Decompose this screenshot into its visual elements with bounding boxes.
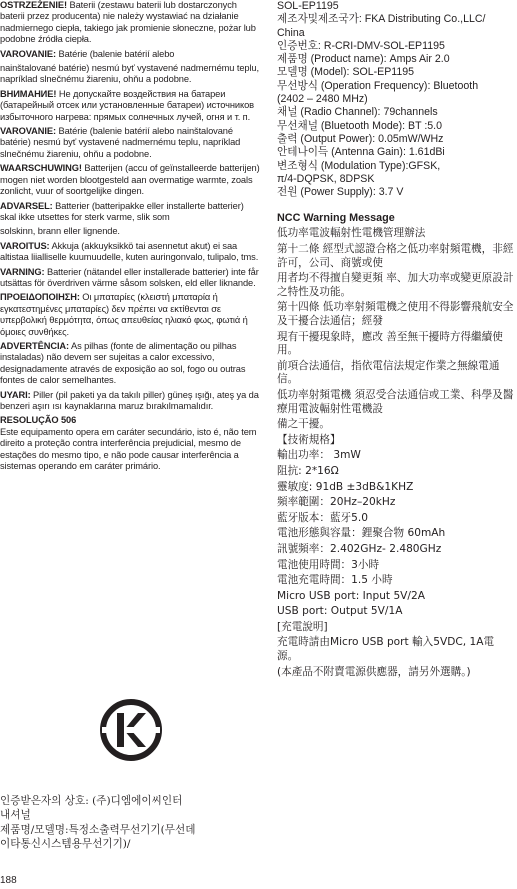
warning-paragraph [0,0,262,46]
warning-paragraph [0,226,262,237]
kc-specification-list [277,0,515,199]
warning-text: Baterii (zestawu baterii lub dostarczonych baterii przez producenta) nie należy wystawiać na działanie nadmiernego ciepła, takiego jak promienie słoneczne, pożar lub podobne źródła ciepła. [0,0,256,45]
warning-text: Batterier (batteripakke eller installerte batterier) skal ikke utsettes for sterk varme, slik som [0,200,244,222]
warning-text: Piller (pil paketi ya da takılı piller) güneş ışığı, ateş ya da benzeri aşırı ısı kaynaklarına maruz bırakılmamalıdır. [0,389,259,411]
warning-paragraph [0,201,262,224]
ncc-line: 靈敏度: 91dB ±3dB&1KHZ [277,480,414,493]
ncc-line: 第十四條 低功率射頻電機之使用不得影響飛航安全及干擾合法通信；經發 [277,301,514,328]
ncc-line: 輸出功率： 3mW [277,449,361,462]
kc-mark-icon [100,699,162,761]
spec-line: 제품명 (Product name): Amps Air 2.0 [277,53,450,66]
warning-label: WAARSCHUWING! [0,163,82,174]
spec-line: 출력 (Output Power): 0.05mW/WHz [277,132,444,145]
kc-line: 인증받은자의 상호: (주)디엠에이씨인터 [0,795,183,807]
ncc-line: 【技術規格】 [277,433,341,446]
left-column [0,0,262,475]
warning-label: ADVARSEL: [0,200,53,211]
warning-text: Не допускайте воздействия на батареи (батарейный отсек или установленные батареи) источников избыточного нагрева: прямых солнечных лучей, огня и т. п. [0,88,254,122]
spec-line: 채널 (Radio Channel): 79channels [277,106,438,119]
spec-line: SOL-EP1195 [277,0,339,12]
warning-label: ΠΡΟΕΙΔΟΠΟΙΗΣΗ: [0,292,80,303]
ncc-line: 用者均不得擅自變更頻 率、加大功率或變更原設計之特性及功能。 [277,272,514,298]
spec-line: 무선채널 (Bluetooth Mode): BT :5.0 [277,119,442,132]
warning-text: Batérie (balenie batérií alebo nainštalované batérie) nesmú byť vystavené nadmernému teplu, napríklad slnečnému žiareniu, ohňu a podobne. [0,126,241,159]
warning-paragraph [0,267,262,290]
ncc-line: 低功率電波輻射性電機管理辦法 [277,227,426,240]
ncc-line: 訊號頻率：2.402GHz- 2.480GHz [277,542,442,555]
right-column [277,0,515,681]
warning-paragraph [0,341,262,387]
warning-paragraph [0,241,262,264]
ncc-line: [充電說明] [277,620,328,633]
ncc-line: 備之干擾。 [277,418,330,431]
ncc-line: Micro USB port: Input 5V/2A [277,589,425,602]
ncc-line: 低功率射頻電機 須忍受合法通信或工業、科學及醫療用電波輻射性電機設 [277,388,514,415]
ncc-line: 頻率範圍：20Hz–20kHz [277,496,396,509]
warning-text: As pilhas (fonte de alimentação ou pilhas instaladas) não devem ser sujeitas a calor excessivo, designadamente através de exposição ao sol, fogo ou outras fontes de calor semelhantes. [0,340,246,386]
ncc-line: 充電時請由Micro USB port 輸入5VDC, 1A電源。 [277,636,495,663]
warning-text: Este equipamento opera em caráter secundário, isto é, não tem direito a proteção contra interferência prejudicial, mesmo de estações do mesmo tipo, e não pode causar interferência a sistemas operando em caráter primário. [0,426,257,472]
warning-paragraph [0,390,262,413]
warning-paragraph [0,163,262,197]
warning-label: OSTRZEŻENIE! [0,0,67,10]
warning-paragraph [0,292,262,338]
spec-line: (2402 – 2480 MHz) [277,93,368,106]
warning-paragraph [0,63,262,86]
warning-label: VARNING: [0,266,45,277]
ncc-line: 前項合法通信，指依電信法規定作業之無線電通信。 [277,359,500,386]
spec-line: 모델명 (Model): SOL-EP1195 [277,66,415,79]
ncc-warning-body [277,227,515,679]
warning-label: RESOLUÇÃO 506 [0,415,77,426]
ncc-line: 電池充電時間：1.5 小時 [277,574,393,587]
warning-label: ADVERTÊNCIA: [0,340,70,351]
kc-line: 제품명/모델명:특정소출력무선기기(무선데 [0,823,196,836]
warning-label: VAROITUS: [0,240,50,251]
spec-line: 무선방식 (Operation Frequency): Bluetooth [277,79,479,92]
spec-line: 인증번호: R-CRI-DMV-SOL-EP1195 [277,39,445,52]
ncc-warning-heading: NCC Warning Message [277,212,395,225]
warning-paragraph [0,126,262,160]
warning-label: VAROVANIE: [0,126,56,137]
ncc-line: 阻抗: 2*16Ω [277,464,339,477]
spec-line: 제조자및제조국가: FKA Distributing Co.,LLC/ [277,13,486,26]
warning-label: UYARI: [0,389,31,400]
warning-text: Akkuja (akkuyksikkö tai asennetut akut) ei saa altistaa liialliselle kuumuudelle, kuten auringonvalo, tulipalo, tms. [0,240,259,263]
page-number: 188 [0,875,17,886]
warning-label: ВНИМАНИЕ! [0,88,57,99]
kc-certification-text [0,794,262,852]
kc-line: 이타통신시스템용무선기기)/ [0,838,131,851]
warning-paragraph [0,415,262,472]
warning-label: VAROVANIE: [0,48,56,59]
warning-paragraph [0,89,262,123]
ncc-line: 電池使用時間：3小時 [277,558,380,571]
spec-line: 전원 (Power Supply): 3.7 V [277,186,404,199]
ncc-line: USB port: Output 5V/1A [277,605,403,618]
ncc-line: 藍牙版本：藍牙5.0 [277,511,369,524]
ncc-line: 第十二條 經型式認證合格之低功率射頻電機，非經許可，公司、商號或使 [277,243,514,269]
warning-text: Οι μπαταρίες (κλειστή μπαταρία ή εγκατεστημένες μπαταρίες) δεν πρέπει να εκτίθενται σε υπερβολική θερμότητα, όπως απευθείας ηλιακό φως, φωτιά ή όμοιες συνθήκες. [0,292,248,337]
warning-text: nainštalované batérie) nesmú byť vystavené nadmernému teplu, napríklad slnečnému žiareniu, ohňu a podobne. [0,63,259,85]
warning-text: solskinn, brann eller lignende. [0,226,120,237]
warning-text: Batterier (nätandel eller installerade batterier) inte får utsättas för överdriven värme såsom solsken, eld eller liknande. [0,266,259,288]
ncc-line: (本產品不附賣電源供應器，請另外選購。) [277,665,471,678]
kc-line: 내셔널 [0,809,31,822]
spec-line: China [277,26,305,39]
spec-line: 변조형식 (Modulation Type):GFSK, [277,159,441,172]
warning-text: Batterijen (accu of geïnstalleerde batterijen) mogen niet worden blootgesteld aan overmatige warmte, zoals zonlicht, vuur of soortgelijke dingen. [0,163,260,197]
warning-paragraph [0,49,262,60]
spec-line: π/4-DQPSK, 8DPSK [277,172,375,185]
spec-line: 안테나이득 (Antenna Gain): 1.61dBi [277,146,445,159]
warning-text: Batérie (balenie batérií alebo [56,48,175,59]
ncc-line: 現有干擾現象時，應改 善至無干擾時方得繼續使用。 [277,330,503,357]
ncc-line: 電池形態與容量：鋰聚合物 60mAh [277,527,446,540]
